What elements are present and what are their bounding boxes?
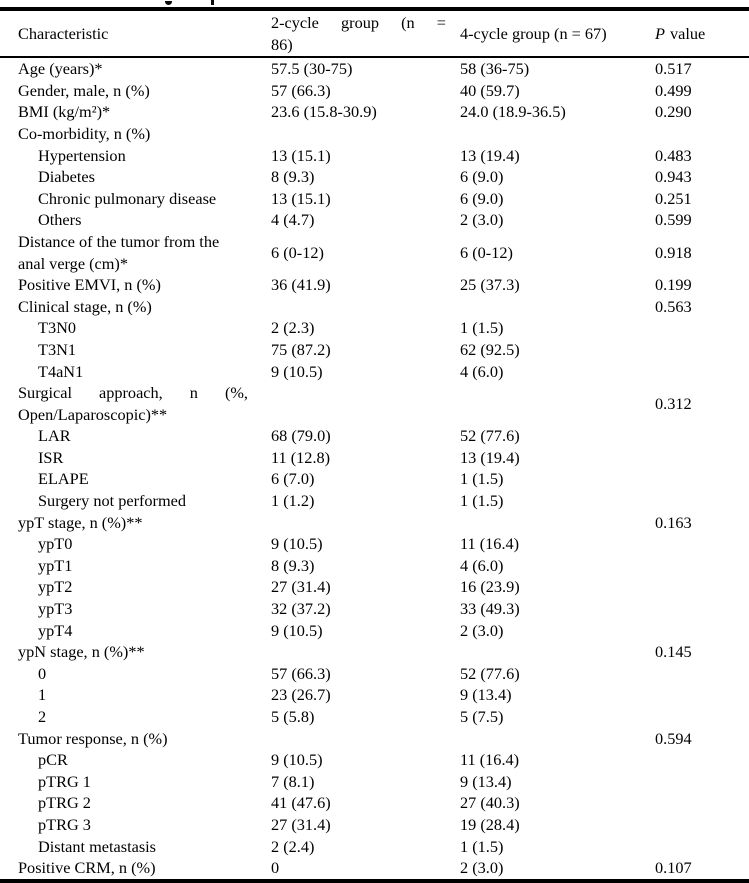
p-value: 0.599 (655, 210, 692, 230)
table-row (0, 663, 749, 685)
row-label: T3N1 (38, 339, 76, 359)
value-2cycle: 6 (0-12) (271, 242, 324, 262)
table-row (0, 209, 749, 231)
table-body (0, 58, 749, 879)
value-4cycle: 2 (3.0) (460, 858, 504, 878)
value-2cycle: 57 (66.3) (271, 80, 331, 100)
header-2cycle-group (271, 12, 460, 55)
value-4cycle: 13 (19.4) (460, 447, 520, 467)
p-value: 0.163 (655, 512, 692, 532)
table-row (0, 145, 749, 167)
value-2cycle: 32 (37.2) (271, 599, 331, 619)
value-2cycle: 68 (79.0) (271, 426, 331, 446)
value-2cycle: 57.5 (30-75) (271, 59, 353, 79)
header-4cycle-group: 4-cycle group (n = 67) (460, 23, 607, 43)
p-value: 0.483 (655, 145, 692, 165)
table-row (0, 620, 749, 642)
row-label: Positive CRM, n (%) (18, 858, 156, 878)
row-label: Chronic pulmonary disease (38, 188, 217, 208)
value-4cycle: 24.0 (18.9-36.5) (460, 102, 566, 122)
table-row (0, 468, 749, 490)
row-label: pTRG 3 (38, 814, 91, 834)
value-2cycle: 13 (15.1) (271, 145, 331, 165)
value-4cycle: 6 (9.0) (460, 167, 504, 187)
row-label: Hypertension (38, 145, 126, 165)
table-row (0, 598, 749, 620)
value-2cycle: 1 (1.2) (271, 491, 315, 511)
value-2cycle: 27 (31.4) (271, 577, 331, 597)
table-row (0, 382, 749, 425)
value-4cycle: 2 (3.0) (460, 620, 504, 640)
row-label: Surgery not performed (38, 491, 187, 511)
value-4cycle: 11 (16.4) (460, 534, 520, 554)
row-label: Distant metastasis (38, 836, 157, 856)
value-4cycle: 13 (19.4) (460, 145, 520, 165)
row-label: ypT1 (38, 555, 73, 575)
value-2cycle: 75 (87.2) (271, 339, 331, 359)
row-label: ypT stage, n (%)** (18, 512, 143, 532)
table-row (0, 728, 749, 750)
row-label: pTRG 1 (38, 771, 91, 791)
row-label: Surgical approach, n (%, Open/Laparoscopic)** (18, 383, 248, 424)
value-4cycle: 6 (0-12) (460, 242, 513, 262)
table-row (0, 317, 749, 339)
value-4cycle: 52 (77.6) (460, 663, 520, 683)
table-row (0, 101, 749, 123)
value-2cycle: 23 (26.7) (271, 685, 331, 705)
value-2cycle: 23.6 (15.8-30.9) (271, 102, 377, 122)
row-label: BMI (kg/m²)* (18, 102, 111, 122)
table-row (0, 684, 749, 706)
row-label: T3N0 (38, 318, 76, 338)
p-value: 0.199 (655, 275, 692, 295)
value-2cycle: 2 (2.3) (271, 318, 315, 338)
value-4cycle: 2 (3.0) (460, 210, 504, 230)
table-row (0, 576, 749, 598)
row-label: Others (38, 210, 82, 230)
value-2cycle: 13 (15.1) (271, 188, 331, 208)
p-value: 0.312 (655, 393, 692, 413)
table-row (0, 555, 749, 577)
value-2cycle: 9 (10.5) (271, 534, 323, 554)
value-4cycle: 1 (1.5) (460, 836, 504, 856)
p-value: 0.563 (655, 296, 692, 316)
header-characteristic: Characteristic (18, 23, 109, 43)
row-label: 2 (38, 707, 47, 726)
table-row (0, 274, 749, 296)
value-4cycle: 4 (6.0) (460, 555, 504, 575)
row-label: LAR (38, 426, 71, 446)
p-value: 0.943 (655, 167, 692, 187)
row-label: Co-morbidity, n (%) (18, 123, 151, 143)
value-4cycle: 33 (49.3) (460, 599, 520, 619)
value-2cycle: 36 (41.9) (271, 275, 331, 295)
row-label: pCR (38, 750, 68, 770)
row-label: 1 (38, 685, 47, 705)
value-2cycle: 27 (31.4) (271, 814, 331, 834)
value-4cycle: 25 (37.3) (460, 275, 520, 295)
value-4cycle: 1 (1.5) (460, 491, 504, 511)
p-value: 0.290 (655, 102, 692, 122)
row-label: ypT2 (38, 577, 73, 597)
row-label: ypT3 (38, 599, 73, 619)
value-2cycle: 41 (47.6) (271, 793, 331, 813)
table-row (0, 123, 749, 145)
p-value: 0.499 (655, 80, 692, 100)
table-row (0, 447, 749, 469)
table-row (0, 512, 749, 534)
p-value: 0.145 (655, 642, 692, 662)
table-row (0, 166, 749, 188)
p-value-symbol: P (655, 23, 665, 43)
row-label: 0 (38, 663, 47, 683)
table-row (0, 231, 749, 274)
table-row (0, 641, 749, 663)
value-4cycle: 1 (1.5) (460, 318, 504, 338)
table-row (0, 814, 749, 836)
p-value-word: value (669, 23, 706, 43)
value-2cycle: 8 (9.3) (271, 167, 315, 187)
table-row (0, 836, 749, 858)
table-row (0, 339, 749, 361)
value-4cycle: 27 (40.3) (460, 793, 520, 813)
value-2cycle: 8 (9.3) (271, 555, 315, 575)
value-2cycle: 4 (4.7) (271, 210, 315, 230)
row-label: Clinical stage, n (%) (18, 296, 152, 316)
value-2cycle: 57 (66.3) (271, 663, 331, 683)
value-2cycle: 11 (12.8) (271, 447, 331, 467)
table-row (0, 706, 749, 728)
value-2cycle: 0 (271, 858, 280, 878)
value-4cycle: 4 (6.0) (460, 361, 504, 381)
p-value: 0.517 (655, 59, 692, 79)
value-4cycle: 9 (13.4) (460, 685, 512, 705)
header-p-value (655, 23, 749, 45)
p-value: 0.594 (655, 728, 692, 748)
row-label: Positive EMVI, n (%) (18, 275, 161, 295)
value-2cycle: 7 (8.1) (271, 771, 315, 791)
row-label: ypT4 (38, 620, 73, 640)
row-label: ELAPE (38, 469, 89, 489)
table-row (0, 296, 749, 318)
row-label: ISR (38, 447, 64, 467)
table-header-row (0, 11, 749, 56)
value-2cycle: 9 (10.5) (271, 361, 323, 381)
p-value: 0.107 (655, 858, 692, 878)
value-4cycle: 6 (9.0) (460, 188, 504, 208)
row-label: ypN stage, n (%)** (18, 642, 145, 662)
value-2cycle: 9 (10.5) (271, 620, 323, 640)
value-4cycle: 9 (13.4) (460, 771, 512, 791)
p-value: 0.918 (655, 242, 692, 262)
caption-descender-mark (211, 0, 214, 5)
value-4cycle: 1 (1.5) (460, 469, 504, 489)
table-row (0, 80, 749, 102)
value-4cycle: 19 (28.4) (460, 814, 520, 834)
value-4cycle: 40 (59.7) (460, 80, 520, 100)
table-row (0, 857, 749, 879)
row-label: Age (years)* (18, 59, 103, 79)
caption-descender-mark (165, 1, 172, 5)
value-4cycle: 62 (92.5) (460, 339, 520, 359)
row-label: Tumor response, n (%) (18, 728, 168, 748)
row-label: Gender, male, n (%) (18, 80, 150, 100)
header-2cycle-line1: 2-cycle group (n = (271, 13, 446, 32)
table-row (0, 425, 749, 447)
row-label: T4aN1 (38, 361, 84, 381)
header-2cycle-line2: 86) (271, 34, 293, 54)
row-label: Diabetes (38, 167, 95, 187)
row-label: ypT0 (38, 534, 73, 554)
row-label: pTRG 2 (38, 793, 91, 813)
value-2cycle: 9 (10.5) (271, 750, 323, 770)
value-2cycle: 2 (2.4) (271, 836, 315, 856)
table-row (0, 749, 749, 771)
table-row (0, 58, 749, 80)
table-row (0, 771, 749, 793)
table-row (0, 533, 749, 555)
row-label: Distance of the tumor from the anal verge (cm)* (18, 231, 220, 273)
value-4cycle: 11 (16.4) (460, 750, 520, 770)
value-4cycle: 5 (7.5) (460, 707, 504, 726)
value-4cycle: 58 (36-75) (460, 59, 530, 79)
value-2cycle: 6 (7.0) (271, 469, 315, 489)
p-value: 0.251 (655, 188, 692, 208)
value-2cycle: 5 (5.8) (271, 707, 315, 726)
table-row (0, 490, 749, 512)
table-row (0, 188, 749, 210)
table-row (0, 792, 749, 814)
table-row (0, 361, 749, 383)
value-4cycle: 16 (23.9) (460, 577, 520, 597)
value-4cycle: 52 (77.6) (460, 426, 520, 446)
clipped-caption-fragment (0, 0, 749, 7)
